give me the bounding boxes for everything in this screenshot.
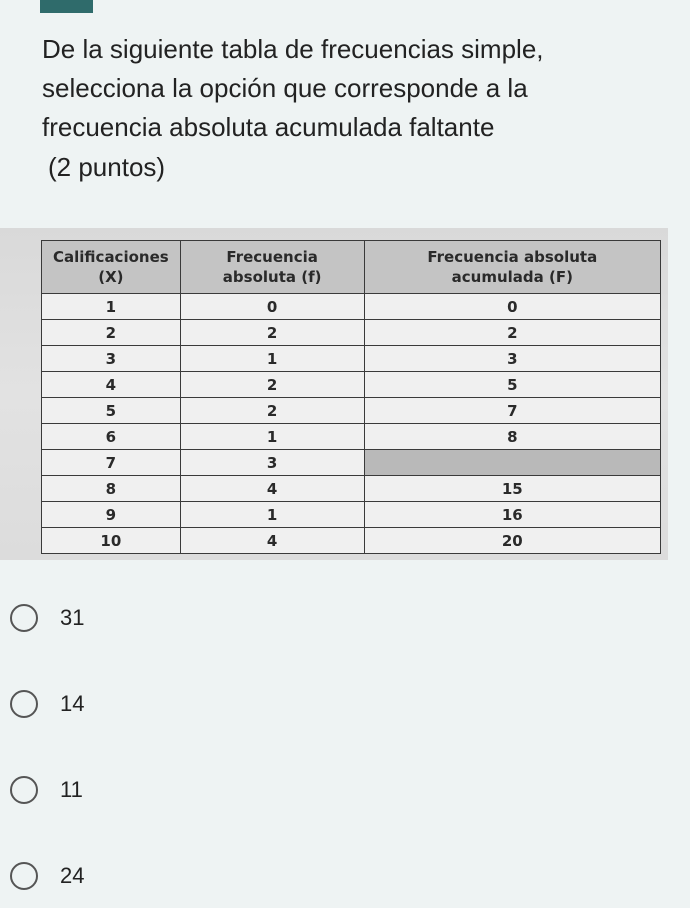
- option-label: 14: [60, 691, 85, 716]
- cell-F-missing: [364, 450, 660, 476]
- cell-f: 1: [180, 502, 364, 528]
- table-row: [42, 294, 661, 320]
- radio-circle-icon[interactable]: [10, 862, 38, 890]
- header-frecuencia-absoluta: Frecuencia absoluta (f): [180, 241, 364, 294]
- cell-F: 7: [364, 398, 660, 424]
- table-row: [42, 528, 661, 554]
- cell-x: 6: [42, 424, 181, 450]
- table-row: [42, 398, 661, 424]
- table-row: [42, 372, 661, 398]
- table-row: [42, 502, 661, 528]
- header-calificaciones: Calificaciones (X): [42, 241, 181, 294]
- cell-f: 4: [180, 476, 364, 502]
- table-row: [42, 450, 661, 476]
- cell-F: 2: [364, 320, 660, 346]
- frequency-table: [41, 240, 661, 554]
- option-24[interactable]: [10, 854, 84, 898]
- cell-F: 8: [364, 424, 660, 450]
- cell-x: 3: [42, 346, 181, 372]
- cell-x: 7: [42, 450, 181, 476]
- cell-F: 0: [364, 294, 660, 320]
- cell-x: 4: [42, 372, 181, 398]
- cell-f: 1: [180, 424, 364, 450]
- cell-x: 2: [42, 320, 181, 346]
- cell-x: 1: [42, 294, 181, 320]
- cell-F: 16: [364, 502, 660, 528]
- option-31[interactable]: [10, 596, 84, 640]
- option-11[interactable]: [10, 768, 83, 812]
- table-header-row: [42, 241, 661, 294]
- table-row: [42, 476, 661, 502]
- cell-x: 9: [42, 502, 181, 528]
- cell-x: 8: [42, 476, 181, 502]
- cell-f: 1: [180, 346, 364, 372]
- option-14[interactable]: [10, 682, 84, 726]
- table-row: [42, 346, 661, 372]
- cell-x: 5: [42, 398, 181, 424]
- cell-f: 2: [180, 372, 364, 398]
- cell-F: 5: [364, 372, 660, 398]
- option-label: 31: [60, 605, 85, 630]
- option-label: 24: [60, 863, 85, 888]
- radio-circle-icon[interactable]: [10, 690, 38, 718]
- cell-F: 3: [364, 346, 660, 372]
- header-frecuencia-acumulada: Frecuencia absoluta acumulada (F): [364, 241, 660, 294]
- cell-f: 3: [180, 450, 364, 476]
- radio-circle-icon[interactable]: [10, 604, 38, 632]
- cell-F: 20: [364, 528, 660, 554]
- option-label: 11: [60, 777, 83, 802]
- cell-f: 2: [180, 320, 364, 346]
- question-points: (2 puntos): [48, 152, 166, 182]
- cell-f: 4: [180, 528, 364, 554]
- cell-x: 10: [42, 528, 181, 554]
- cell-F: 15: [364, 476, 660, 502]
- cell-f: 0: [180, 294, 364, 320]
- table-row: [42, 424, 661, 450]
- table-row: [42, 320, 661, 346]
- question-text: De la siguiente tabla de frecuencias simple, selecciona la opción que corresponde a la frecuencia absoluta acumulada faltante: [42, 34, 544, 142]
- cell-f: 2: [180, 398, 364, 424]
- radio-circle-icon[interactable]: [10, 776, 38, 804]
- top-accent-bar: [40, 0, 93, 13]
